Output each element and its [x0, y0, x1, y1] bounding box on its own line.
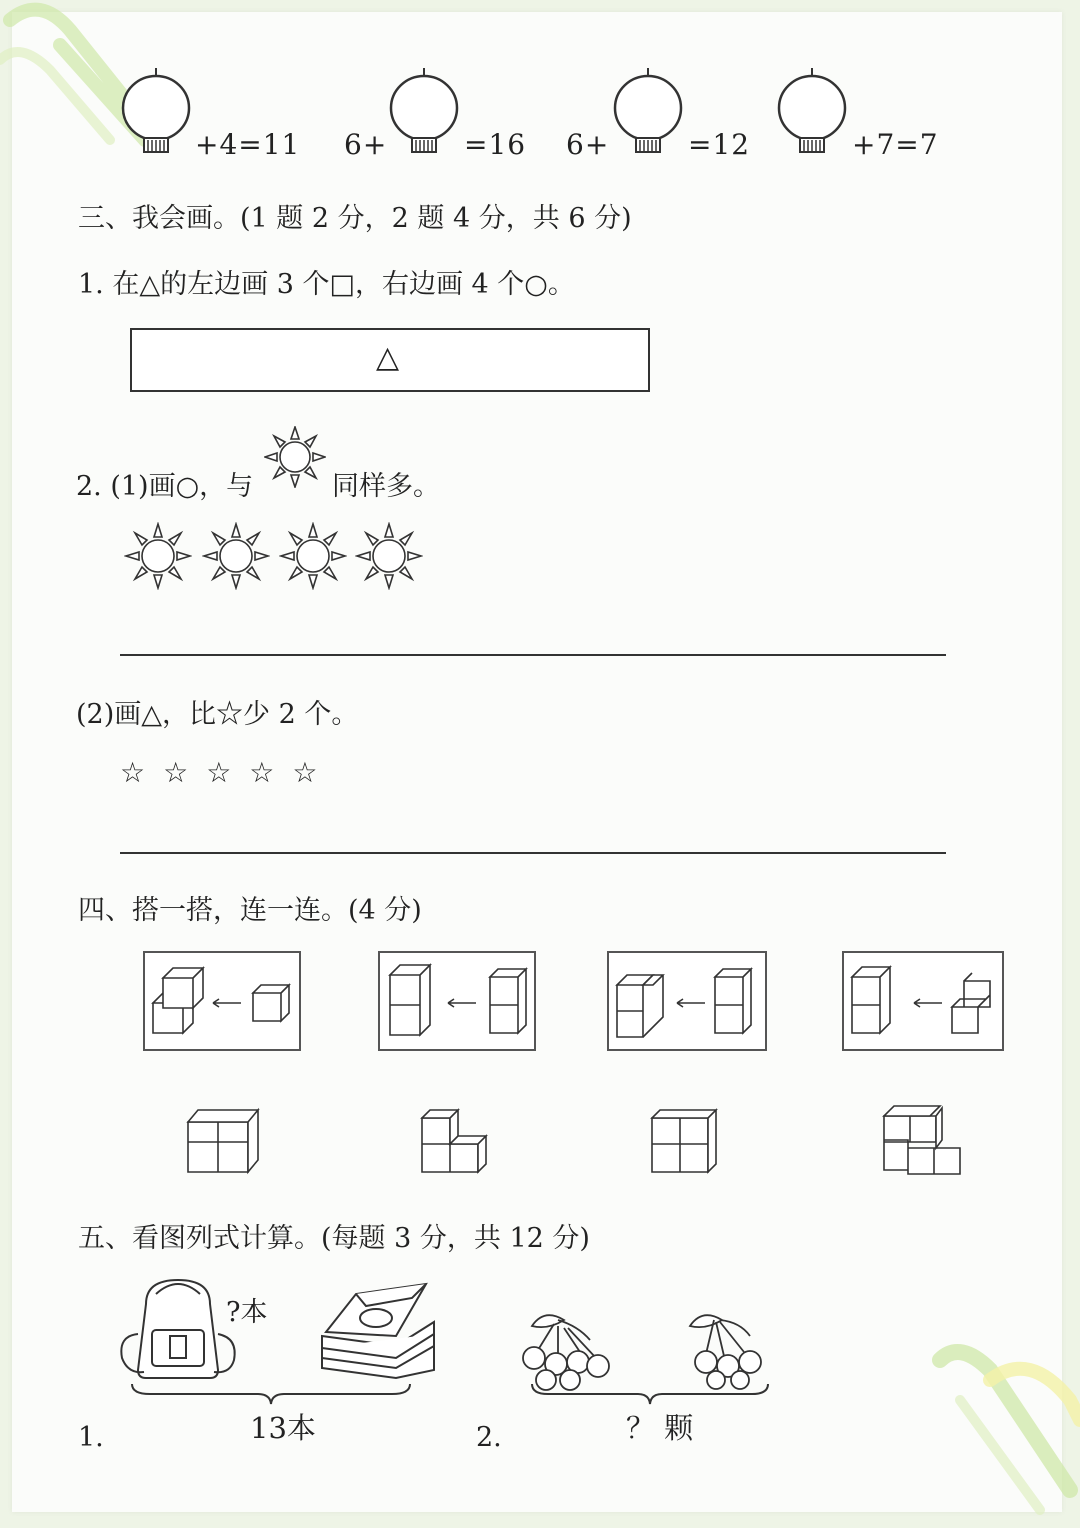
stars-row: ☆☆☆☆☆ — [120, 756, 336, 789]
sun-icon — [202, 522, 270, 590]
cube-figure[interactable] — [418, 1104, 494, 1176]
sun-icon — [355, 522, 423, 590]
backpack-icon — [116, 1274, 244, 1382]
cherries-total-label: ？ 颗 — [626, 1411, 694, 1445]
cube-figure[interactable] — [184, 1104, 260, 1176]
lantern-equation-3-prefix: 6+ — [566, 128, 610, 161]
lantern-icon — [120, 68, 192, 154]
drawing-box[interactable] — [130, 328, 650, 392]
answer-line[interactable] — [120, 852, 946, 854]
section-3-heading: 三、我会画。(1 题 2 分，2 题 4 分，共 6 分) — [78, 203, 632, 234]
cube-task-box[interactable] — [143, 951, 301, 1051]
suns-row — [124, 522, 424, 592]
cherries-icon — [684, 1306, 770, 1390]
section-4-heading: 四、搭一搭，连一连。(4 分) — [78, 895, 422, 926]
question-3-1-text: 1. 在△的左边画 3 个□，右边画 4 个○。 — [78, 269, 575, 300]
lantern-equation-2-prefix: 6+ — [344, 128, 388, 161]
question-5-2-number: 2. — [476, 1422, 502, 1453]
cube-task-box[interactable] — [607, 951, 767, 1051]
books-total-label: 13本 — [250, 1411, 316, 1445]
cube-arrangement-illustration — [145, 953, 299, 1049]
lantern-equation-2-suffix: =16 — [464, 128, 527, 161]
cube-arrangement-illustration — [380, 953, 534, 1049]
cube-arrangement-illustration — [609, 953, 765, 1049]
cube-task-box[interactable] — [378, 951, 536, 1051]
cube-figure[interactable] — [880, 1100, 964, 1180]
cherries-icon — [518, 1306, 612, 1392]
section-5-heading: 五、看图列式计算。(每题 3 分，共 12 分) — [78, 1223, 590, 1254]
lantern-icon — [388, 68, 460, 154]
books-stack-icon — [316, 1276, 440, 1380]
lantern-equation-4-suffix: +7=7 — [852, 128, 939, 161]
cube-figure[interactable] — [648, 1104, 724, 1176]
sun-icon — [279, 522, 347, 590]
cube-arrangement-illustration — [844, 953, 1002, 1049]
question-3-2-suffix: 同样多。 — [332, 471, 440, 502]
lantern-icon — [612, 68, 684, 154]
lantern-equation-1-suffix: +4=11 — [195, 128, 301, 161]
books-unknown-label: ?本 — [226, 1297, 268, 1328]
brace-icon — [130, 1382, 412, 1406]
cube-task-box[interactable] — [842, 951, 1004, 1051]
sun-icon — [264, 426, 326, 488]
triangle-symbol: △ — [376, 340, 400, 375]
question-3-2b-text: (2)画△，比☆少 2 个。 — [76, 699, 359, 730]
question-3-2-prefix: 2. (1)画○，与 — [76, 471, 254, 502]
answer-line[interactable] — [120, 654, 946, 656]
lantern-icon — [776, 68, 848, 154]
question-5-1-number: 1. — [78, 1422, 104, 1453]
sun-icon — [124, 522, 192, 590]
lantern-equation-3-suffix: =12 — [688, 128, 751, 161]
brace-icon — [530, 1382, 770, 1406]
